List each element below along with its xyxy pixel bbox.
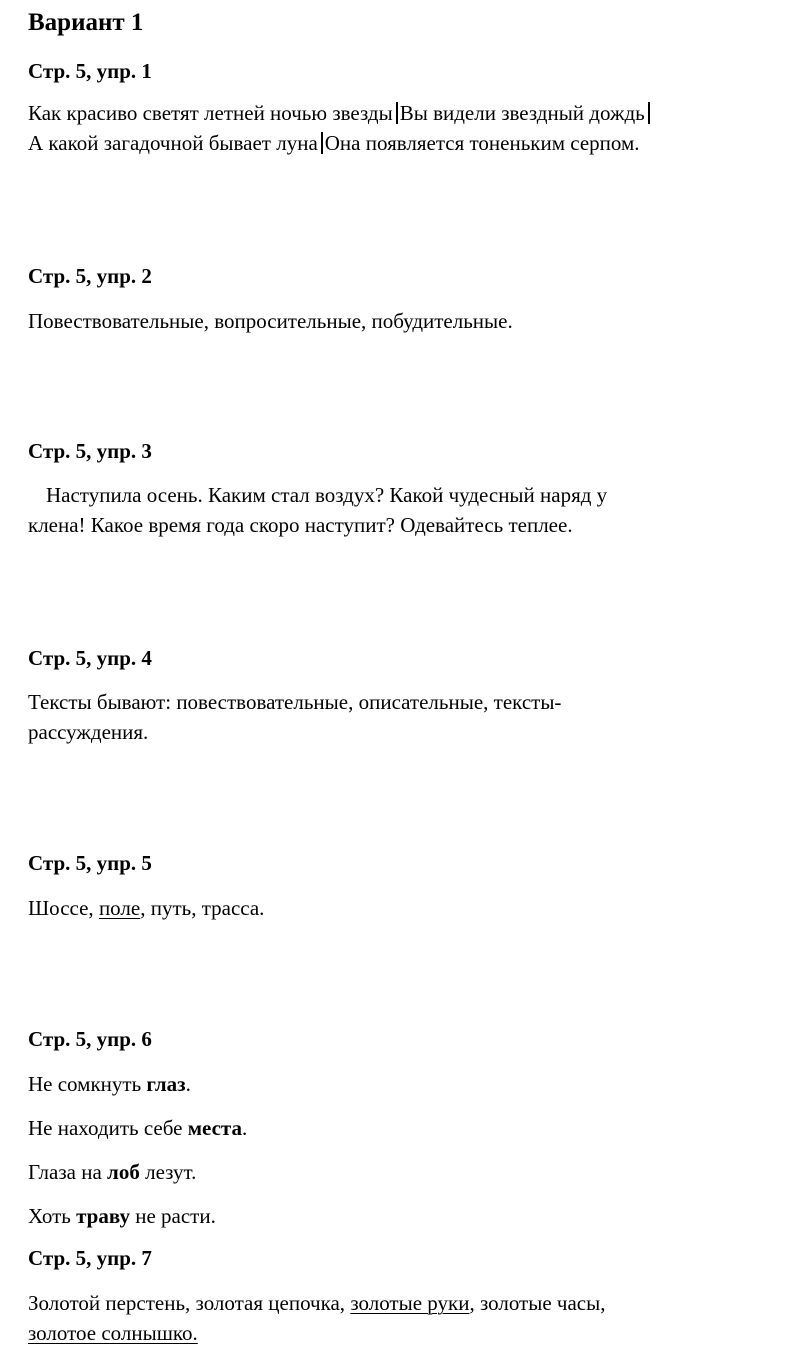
exercise-6-item [28, 1158, 196, 1186]
underlined-phrase: золотое солнышко. [28, 1321, 198, 1345]
exercise-5-heading: Стр. 5, упр. 5 [28, 851, 152, 875]
exercise-4-heading: Стр. 5, упр. 4 [28, 646, 152, 670]
sentence-separator [396, 102, 398, 124]
sentence-separator [321, 132, 323, 154]
exercise-5-line-1 [28, 894, 264, 922]
idiom-text: . [185, 1072, 191, 1096]
exercise-1-line-2 [28, 129, 640, 157]
exercise-1-heading: Стр. 5, упр. 1 [28, 59, 152, 83]
idiom-text: . [241, 1116, 248, 1140]
idiom-key-word: траву [76, 1204, 130, 1228]
exercise-3-line-2: клена! Какое время года скоро наступит? Одевайтесь теплее. [28, 513, 573, 537]
exercise-1-line-1 [28, 99, 652, 127]
idiom-key-word: глаз [146, 1072, 186, 1096]
exercise-6-item [28, 1070, 191, 1098]
exercise-6-heading: Стр. 5, упр. 6 [28, 1027, 152, 1051]
exercise-6-item [28, 1114, 247, 1142]
idiom-text: не расти. [129, 1204, 216, 1228]
idiom-key-word: места [187, 1116, 242, 1140]
exercise-1-sentence-3: А какой загадочной бывает луна [28, 131, 318, 155]
page-title: Вариант 1 [28, 9, 144, 36]
idiom-text: лезут. [139, 1160, 197, 1184]
exercise-1-sentence-1: Как красиво светят летней ночью звезды [28, 101, 393, 125]
idiom-text: Хоть [28, 1204, 77, 1228]
idiom-text: Не сомкнуть [28, 1072, 147, 1096]
idiom-text: Глаза на [28, 1160, 108, 1184]
underlined-word: поле [98, 896, 141, 920]
exercise-7-text: , золотые часы, [469, 1291, 606, 1315]
exercise-4-line-2: рассуждения. [28, 720, 149, 744]
underlined-phrase: золотые руки [350, 1291, 470, 1315]
exercise-5-text: Шоссе, [28, 896, 99, 920]
exercise-6-item [28, 1202, 216, 1230]
exercise-5-text: , путь, трасса. [140, 896, 265, 920]
exercise-7-heading: Стр. 5, упр. 7 [28, 1246, 152, 1270]
idiom-text: Не находить себе [28, 1116, 188, 1140]
exercise-7-line-2 [28, 1319, 198, 1347]
exercise-2-line-1: Повествовательные, вопросительные, побудительные. [28, 309, 513, 333]
idiom-key-word: лоб [107, 1160, 140, 1184]
exercise-1-sentence-4: Она появляется тоненьким серпом. [324, 131, 640, 155]
exercise-7-text: Золотой перстень, золотая цепочка, [28, 1291, 351, 1315]
exercise-1-sentence-2: Вы видели звездный дождь [399, 101, 645, 125]
sentence-separator [648, 102, 650, 124]
exercise-3-line-1: Наступила осень. Каким стал воздух? Какой чудесный наряд у [46, 483, 608, 507]
exercise-2-heading: Стр. 5, упр. 2 [28, 264, 152, 288]
exercise-3-heading: Стр. 5, упр. 3 [28, 439, 152, 463]
exercise-7-line-1 [28, 1289, 605, 1317]
exercise-4-line-1: Тексты бывают: повествовательные, описательные, тексты- [28, 690, 562, 714]
